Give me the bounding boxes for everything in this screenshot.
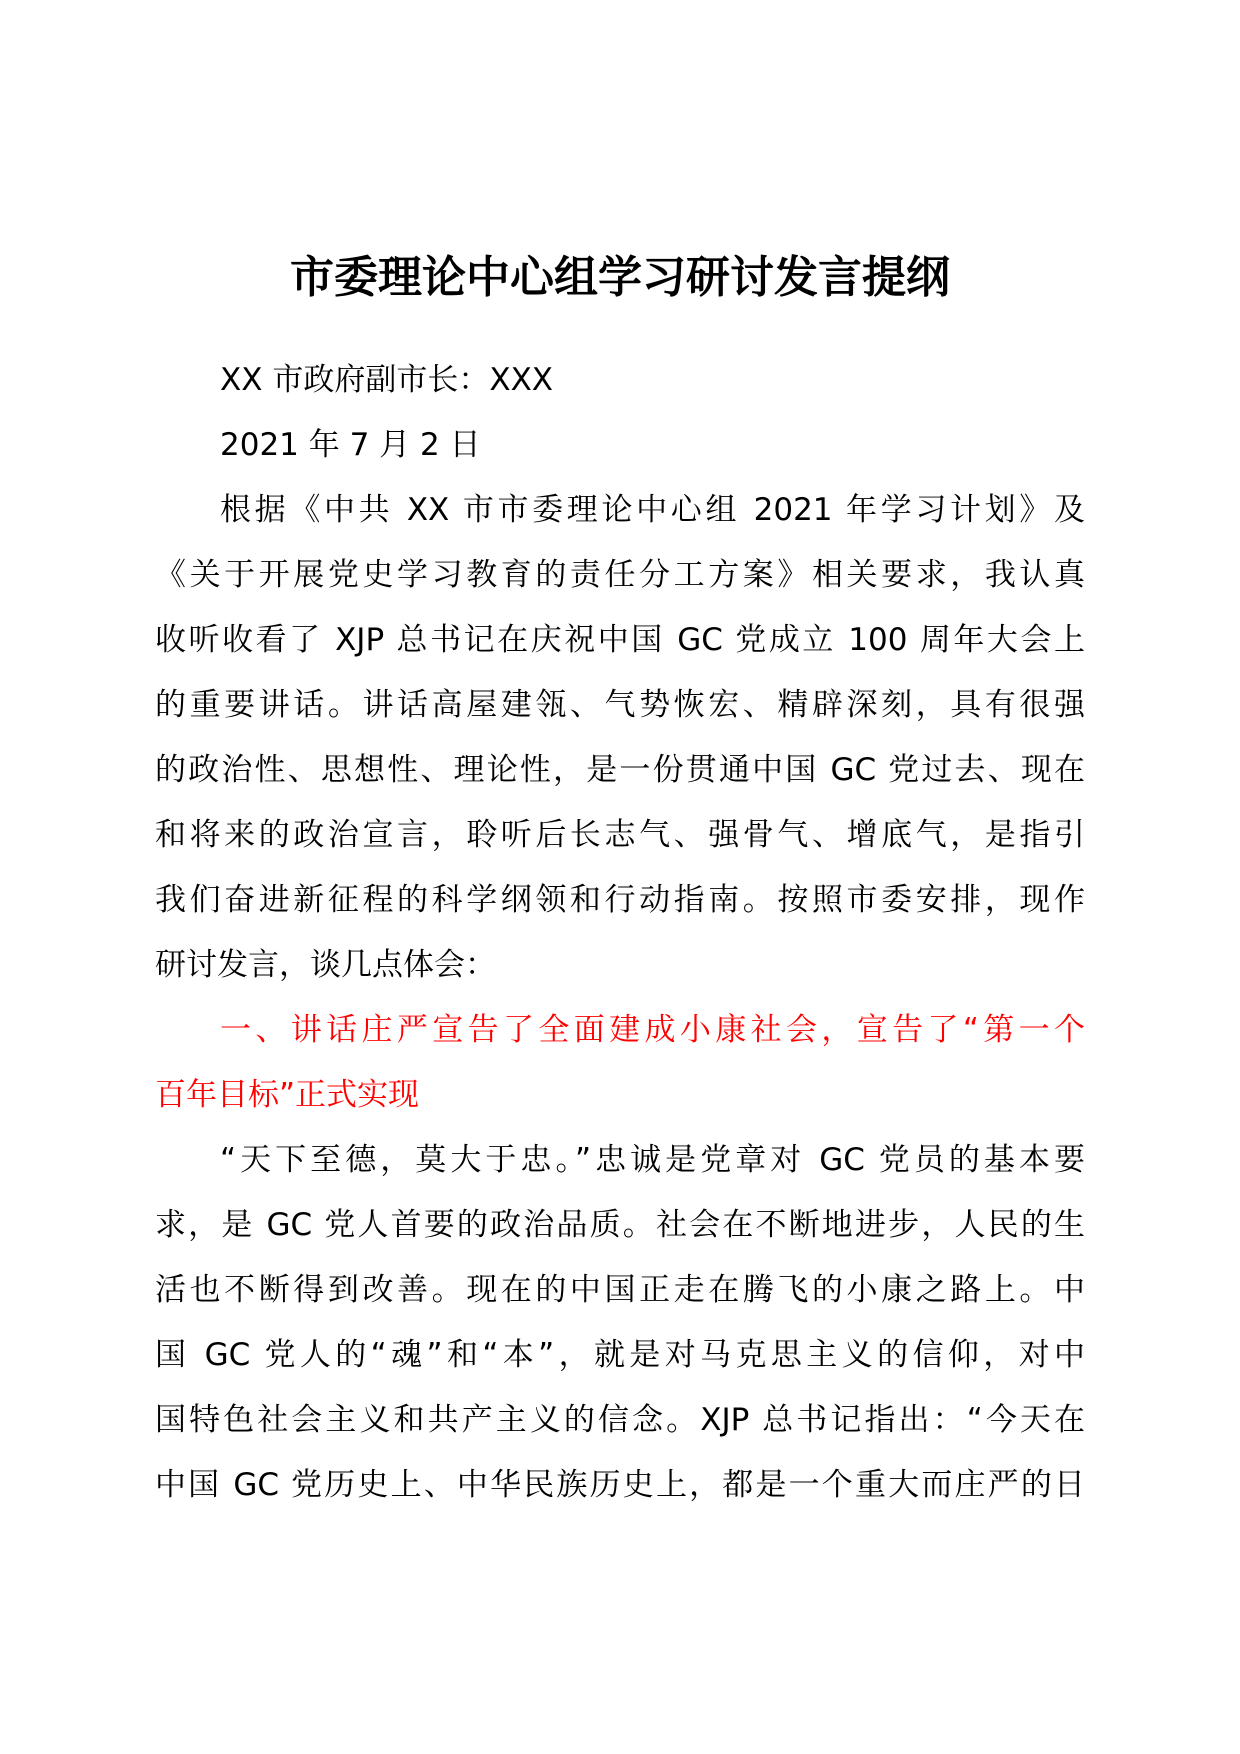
paragraph-line: 的政治性、思想性、理论性，是一份贯通中国 GC 党过去、现在 — [155, 752, 1085, 788]
paragraph-line: 国特色社会主义和共产主义的信念。XJP 总书记指出：“今天在 — [155, 1402, 1085, 1438]
paragraph-line: 国 GC 党人的“魂”和“本”，就是对马克思主义的信仰，对中 — [155, 1337, 1085, 1373]
document-body — [155, 348, 1085, 1518]
document-title: 市委理论中心组学习研讨发言提纲 — [290, 252, 950, 303]
intro-paragraph — [155, 478, 1085, 998]
paragraph-line: “天下至德，莫大于忠。”忠诚是党章对 GC 党员的基本要 — [220, 1142, 1085, 1178]
heading-line: 一、讲话庄严宣告了全面建成小康社会，宣告了“第一个 — [220, 1012, 1085, 1048]
paragraph-line: 求，是 GC 党人首要的政治品质。社会在不断地进步，人民的生 — [155, 1207, 1085, 1243]
date-line: 2021 年 7 月 2 日 — [220, 427, 481, 463]
author-line: XX 市政府副市长：XXX — [220, 362, 554, 398]
paragraph-line: 收听收看了 XJP 总书记在庆祝中国 GC 党成立 100 周年大会上 — [155, 622, 1085, 658]
section-paragraph — [155, 1128, 1085, 1518]
paragraph-line: 《关于开展党史学习教育的责任分工方案》相关要求，我认真 — [155, 557, 1085, 593]
paragraph-line: 的重要讲话。讲话高屋建瓴、气势恢宏、精辟深刻，具有很强 — [155, 687, 1085, 723]
paragraph-line: 根据《中共 XX 市市委理论中心组 2021 年学习计划》及 — [220, 492, 1085, 528]
heading-line: 百年目标”正式实现 — [155, 1077, 420, 1113]
section-heading — [155, 998, 1085, 1128]
paragraph-line: 中国 GC 党历史上、中华民族历史上，都是一个重大而庄严的日 — [155, 1467, 1085, 1503]
paragraph-line: 活也不断得到改善。现在的中国正走在腾飞的小康之路上。中 — [155, 1272, 1085, 1308]
paragraph-line: 研讨发言，谈几点体会： — [155, 947, 496, 983]
paragraph-line: 和将来的政治宣言，聆听后长志气、强骨气、增底气，是指引 — [155, 817, 1085, 853]
paragraph-line: 我们奋进新征程的科学纲领和行动指南。按照市委安排，现作 — [155, 882, 1085, 918]
